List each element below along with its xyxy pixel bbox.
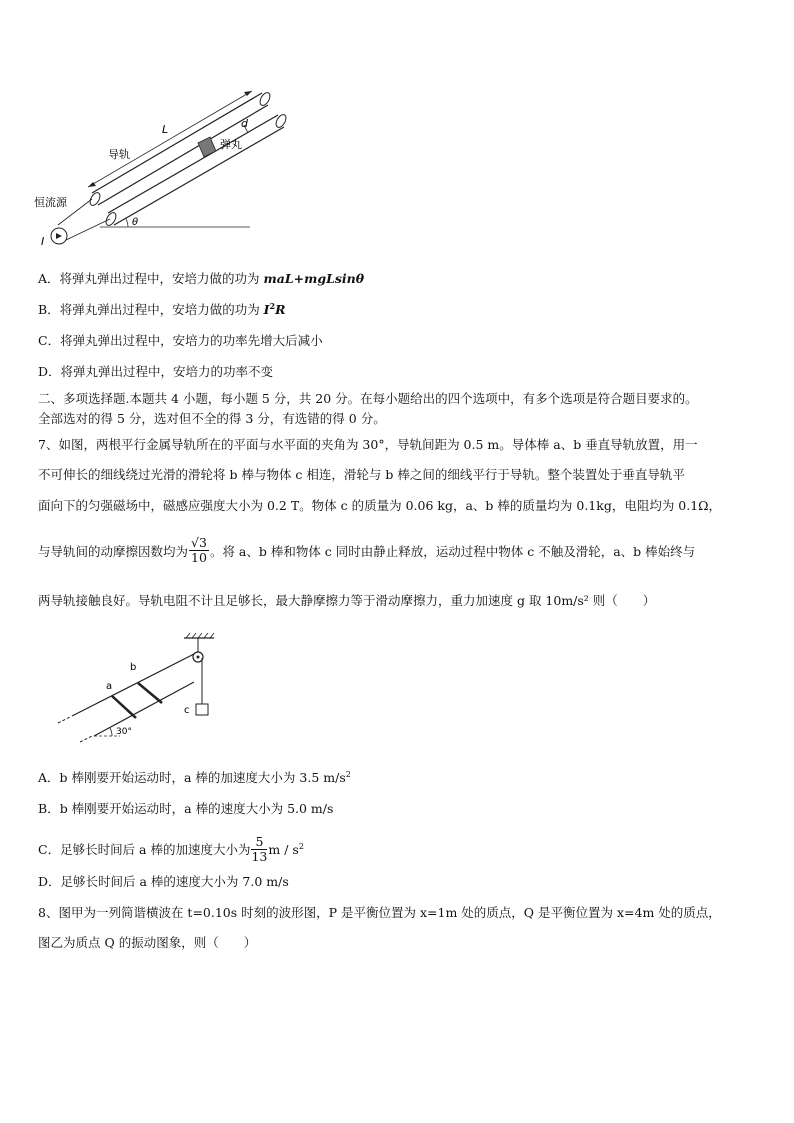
label-source: 恒流源: [34, 196, 67, 209]
q6-option-a: A．将弹丸弹出过程中，安培力做的功为 maL+mgLsinθ: [38, 271, 365, 286]
q8-line1: 8、图甲为一列简谐横波在 t=0.10s 时刻的波形图，P 是平衡位置为 x=1m 处的质点，Q 是平衡位置为 x=4m 处的质点，: [38, 905, 721, 920]
label-c: c: [184, 705, 190, 716]
label-a: a: [106, 681, 113, 692]
inclined-rails-figure: [50, 632, 220, 744]
q7-line4: 与导轨间的动摩擦因数均为 $\frac{√3}{10}$ 。将 a、b 棒和物体 c 同时由静止释放，运动过程中物体 c 不触及滑轮，a、b 棒始终与: [38, 535, 696, 565]
label-d: d: [241, 117, 248, 130]
q7-option-a: A．b 棒刚要开始运动时，a 棒的加速度大小为 3.5 $m/s^2$: [38, 770, 351, 785]
section2-line2: 全部选对的得 5 分，选对但不全的得 3 分，有选错的得 0 分。: [38, 411, 386, 426]
q6-option-c: C．将弹丸弹出过程中，安培力的功率先增大后减小: [38, 333, 323, 348]
q7-line2: 不可伸长的细线绕过光滑的滑轮将 b 棒与物体 c 相连，滑轮与 b 棒之间的细线平行于导轨。整个装置处于垂直导轨平: [38, 467, 685, 482]
fraction-5-over-13: $\frac{5}{13}$: [251, 834, 268, 864]
q6-option-d: D．将弹丸弹出过程中，安培力的功率不变: [38, 364, 274, 379]
label-ball: 弹丸: [220, 138, 242, 151]
label-angle: 30°: [116, 727, 132, 737]
q7-option-c: C．足够长时间后 a 棒的加速度大小为 $\frac{5}{13}$ m / $s^2$: [38, 834, 304, 864]
q7-line1: 7、如图，两根平行金属导轨所在的平面与水平面的夹角为 30°，导轨间距为 0.5 m。导体棒 a、b 垂直导轨放置，用一: [38, 437, 698, 452]
label-L: L: [162, 123, 169, 136]
label-theta: θ: [132, 217, 139, 228]
section2-line1: 二、多项选择题.本题共 4 小题，每小题 5 分，共 20 分。在每小题给出的四个选项中，有多个选项是符合题目要求的。: [38, 391, 698, 406]
q7-option-b: B．b 棒刚要开始运动时，a 棒的速度大小为 5.0 m/s: [38, 801, 334, 816]
label-b: b: [130, 662, 137, 673]
q6-option-b: B．将弹丸弹出过程中，安培力做的功为 $I^2R$: [38, 301, 286, 317]
fraction-sqrt3-over-10: $\frac{√3}{10}$: [191, 535, 207, 565]
q7-line5: 两导轨接触良好。导轨电阻不计且足够长，最大静摩擦力等于滑动摩擦力，重力加速度 g 取 10m/s² 则（ ）: [38, 593, 656, 608]
railgun-figure: [30, 85, 290, 255]
q7-line3: 面向下的匀强磁场中，磁感应强度大小为 0.2 T。物体 c 的质量为 0.06 kg，a、b 棒的质量均为 0.1kg，电阻均为 0.1Ω，: [38, 498, 722, 513]
label-I: I: [41, 235, 45, 248]
q7-option-d: D．足够长时间后 a 棒的速度大小为 7.0 m/s: [38, 874, 289, 889]
q8-line2: 图乙为质点 Q 的振动图象，则（ ）: [38, 935, 257, 950]
label-rail: 导轨: [108, 148, 130, 161]
